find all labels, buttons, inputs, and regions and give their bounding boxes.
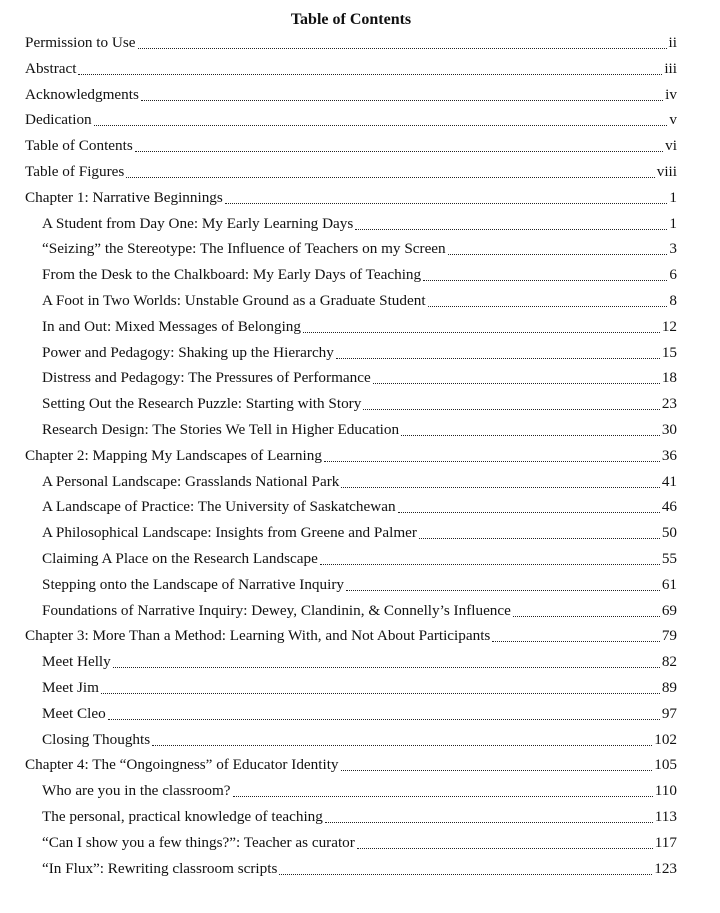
dot-leader: [373, 365, 660, 391]
toc-entry-label: Abstract: [25, 59, 77, 77]
dot-leader: [355, 211, 667, 237]
toc-entry[interactable]: [42, 856, 677, 882]
dot-leader: [94, 107, 668, 133]
dot-leader: [401, 417, 660, 443]
toc-entry-page-number: 1: [669, 188, 677, 206]
toc-entry[interactable]: [42, 314, 677, 340]
toc-entry-page-number: vi: [665, 137, 677, 155]
toc-entry[interactable]: [42, 727, 677, 753]
toc-entry-label: Chapter 3: More Than a Method: Learning With, and Not About Participants: [25, 627, 491, 645]
toc-entry[interactable]: [25, 107, 677, 133]
toc-entry-label: From the Desk to the Chalkboard: My Early Days of Teaching: [42, 266, 422, 284]
toc-entry-page-number: 102: [654, 730, 677, 748]
dot-leader: [448, 236, 668, 262]
toc-entry[interactable]: [25, 185, 677, 211]
toc-entry-page-number: 12: [661, 317, 677, 335]
toc-entry[interactable]: [25, 159, 677, 185]
toc-entry[interactable]: [42, 262, 677, 288]
dot-leader: [141, 82, 663, 108]
toc-entry-label: In and Out: Mixed Messages of Belonging: [42, 317, 301, 335]
toc-entry-label: Acknowledgments: [25, 85, 139, 103]
dot-leader: [492, 623, 659, 649]
toc-entry[interactable]: [25, 30, 677, 56]
toc-entry[interactable]: [42, 830, 677, 856]
toc-entry-label: Chapter 1: Narrative Beginnings: [25, 188, 223, 206]
toc-entry-page-number: 123: [654, 859, 677, 877]
toc-entry[interactable]: [42, 649, 677, 675]
toc-entry-label: A Philosophical Landscape: Insights from Greene and Palmer: [42, 524, 417, 542]
toc-entry[interactable]: [42, 469, 677, 495]
dot-leader: [225, 185, 668, 211]
toc-entry[interactable]: [42, 675, 677, 701]
dot-leader: [303, 314, 660, 340]
toc-entry-label: Meet Helly: [42, 653, 111, 671]
dot-leader: [126, 159, 654, 185]
toc-entry-label: A Student from Day One: My Early Learning Days: [42, 214, 354, 232]
toc-entry-label: “In Flux”: Rewriting classroom scripts: [42, 859, 278, 877]
toc-entry-page-number: viii: [656, 163, 677, 180]
toc-entry-label: Permission to Use: [25, 34, 136, 51]
toc-entry-label: Table of Contents: [25, 137, 133, 155]
toc-entry-page-number: 110: [654, 782, 677, 800]
dot-leader: [513, 598, 660, 624]
toc-entry-label: Meet Jim: [42, 679, 99, 696]
toc-entry[interactable]: [25, 133, 677, 159]
toc-entry-page-number: ii: [668, 34, 677, 51]
toc-entry-label: The personal, practical knowledge of teaching: [42, 808, 323, 825]
toc-entry-page-number: 97: [661, 704, 677, 722]
dot-leader: [135, 133, 663, 159]
toc-entry[interactable]: [42, 494, 677, 520]
toc-entry-page-number: 61: [661, 575, 677, 593]
toc-entry[interactable]: [42, 340, 677, 366]
dot-leader: [341, 469, 659, 495]
dot-leader: [428, 288, 668, 314]
toc-entry-page-number: 41: [661, 472, 677, 490]
toc-entry-page-number: 113: [654, 808, 677, 825]
toc-entry-label: A Foot in Two Worlds: Unstable Ground as a Graduate Student: [42, 292, 426, 309]
toc-entry[interactable]: [42, 365, 677, 391]
toc-entry[interactable]: [25, 623, 677, 649]
toc-entry-label: A Landscape of Practice: The University of Saskatchewan: [42, 498, 396, 516]
toc-entry-page-number: 18: [661, 369, 677, 387]
toc-entry-label: Research Design: The Stories We Tell in Higher Education: [42, 421, 400, 438]
toc-entry-label: Chapter 2: Mapping My Landscapes of Learning: [25, 446, 322, 464]
toc-entry-label: Setting Out the Research Puzzle: Starting with Story: [42, 395, 362, 413]
dot-leader: [363, 391, 660, 417]
toc-entry-label: “Can I show you a few things?”: Teacher as curator: [42, 833, 355, 851]
toc-entry[interactable]: [42, 288, 677, 314]
toc-entry-label: Meet Cleo: [42, 704, 106, 722]
toc-entry-page-number: iii: [664, 59, 677, 77]
dot-leader: [101, 675, 660, 701]
dot-leader: [341, 752, 653, 778]
toc-entry-page-number: 117: [654, 833, 677, 851]
toc-entry[interactable]: [42, 804, 677, 830]
page-title: Table of Contents: [290, 11, 412, 28]
toc-entry-page-number: 1: [669, 214, 677, 232]
dot-leader: [113, 649, 660, 675]
toc-entry[interactable]: [25, 82, 677, 108]
dot-leader: [357, 830, 653, 856]
toc-entry[interactable]: [42, 236, 677, 262]
dot-leader: [108, 701, 660, 727]
toc-entry-label: Table of Figures: [25, 163, 125, 180]
dot-leader: [78, 56, 662, 82]
toc-entry[interactable]: [25, 56, 677, 82]
toc-entry[interactable]: [42, 211, 677, 237]
dot-leader: [419, 520, 660, 546]
toc-entry[interactable]: [25, 752, 677, 778]
toc-entry-page-number: 55: [661, 550, 677, 567]
dot-leader: [320, 546, 660, 572]
toc-entry[interactable]: [42, 701, 677, 727]
dot-leader: [325, 804, 653, 830]
toc-entry-page-number: 89: [661, 679, 677, 696]
dot-leader: [152, 727, 652, 753]
dot-leader: [346, 572, 660, 598]
dot-leader: [138, 30, 667, 56]
toc-entry-label: Closing Thoughts: [42, 730, 151, 748]
toc-entry[interactable]: [42, 546, 677, 572]
toc-entry-page-number: 30: [661, 421, 677, 438]
toc-entry-page-number: 105: [654, 756, 677, 774]
toc-entry-label: Power and Pedagogy: Shaking up the Hierarchy: [42, 343, 334, 361]
toc-entry-page-number: 15: [661, 343, 677, 361]
toc-entry-label: “Seizing” the Stereotype: The Influence of Teachers on my Screen: [42, 240, 446, 258]
dot-leader: [423, 262, 667, 288]
toc-entry-page-number: 36: [661, 446, 677, 464]
toc-entry-page-number: 79: [661, 627, 677, 645]
toc-entry[interactable]: [42, 391, 677, 417]
toc-entry[interactable]: [42, 572, 677, 598]
toc-entry[interactable]: [42, 778, 677, 804]
toc-entry-label: Stepping onto the Landscape of Narrative Inquiry: [42, 575, 344, 593]
toc-entry-label: A Personal Landscape: Grasslands National Park: [42, 472, 340, 490]
dot-leader: [336, 340, 660, 366]
toc-entry[interactable]: [25, 443, 677, 469]
dot-leader: [279, 856, 652, 882]
toc-entry-page-number: 6: [669, 266, 677, 284]
toc-entry-label: Distress and Pedagogy: The Pressures of Performance: [42, 369, 371, 387]
toc-entry-page-number: 3: [669, 240, 677, 258]
toc-entry-label: Chapter 4: The “Ongoingness” of Educator Identity: [25, 756, 339, 774]
toc-entry-page-number: 82: [661, 653, 677, 671]
toc-entry-label: Claiming A Place on the Research Landscape: [42, 550, 318, 567]
toc-entry-label: Foundations of Narrative Inquiry: Dewey, Clandinin, & Connelly’s Influence: [42, 601, 511, 619]
toc-entry-page-number: 50: [661, 524, 677, 542]
dot-leader: [324, 443, 660, 469]
toc-entry-label: Dedication: [25, 111, 92, 129]
toc-entry-label: Who are you in the classroom?: [42, 782, 231, 800]
toc-entry[interactable]: [42, 417, 677, 443]
toc-entry[interactable]: [42, 520, 677, 546]
toc-entry-page-number: 23: [661, 395, 677, 413]
toc-entry-page-number: 8: [669, 292, 677, 309]
toc-entry-page-number: 69: [661, 601, 677, 619]
toc-entry[interactable]: [42, 598, 677, 624]
toc-entry-page-number: iv: [665, 85, 677, 103]
dot-leader: [233, 778, 653, 804]
dot-leader: [398, 494, 660, 520]
toc-entry-page-number: v: [669, 111, 677, 129]
toc-entry-page-number: 46: [661, 498, 677, 516]
